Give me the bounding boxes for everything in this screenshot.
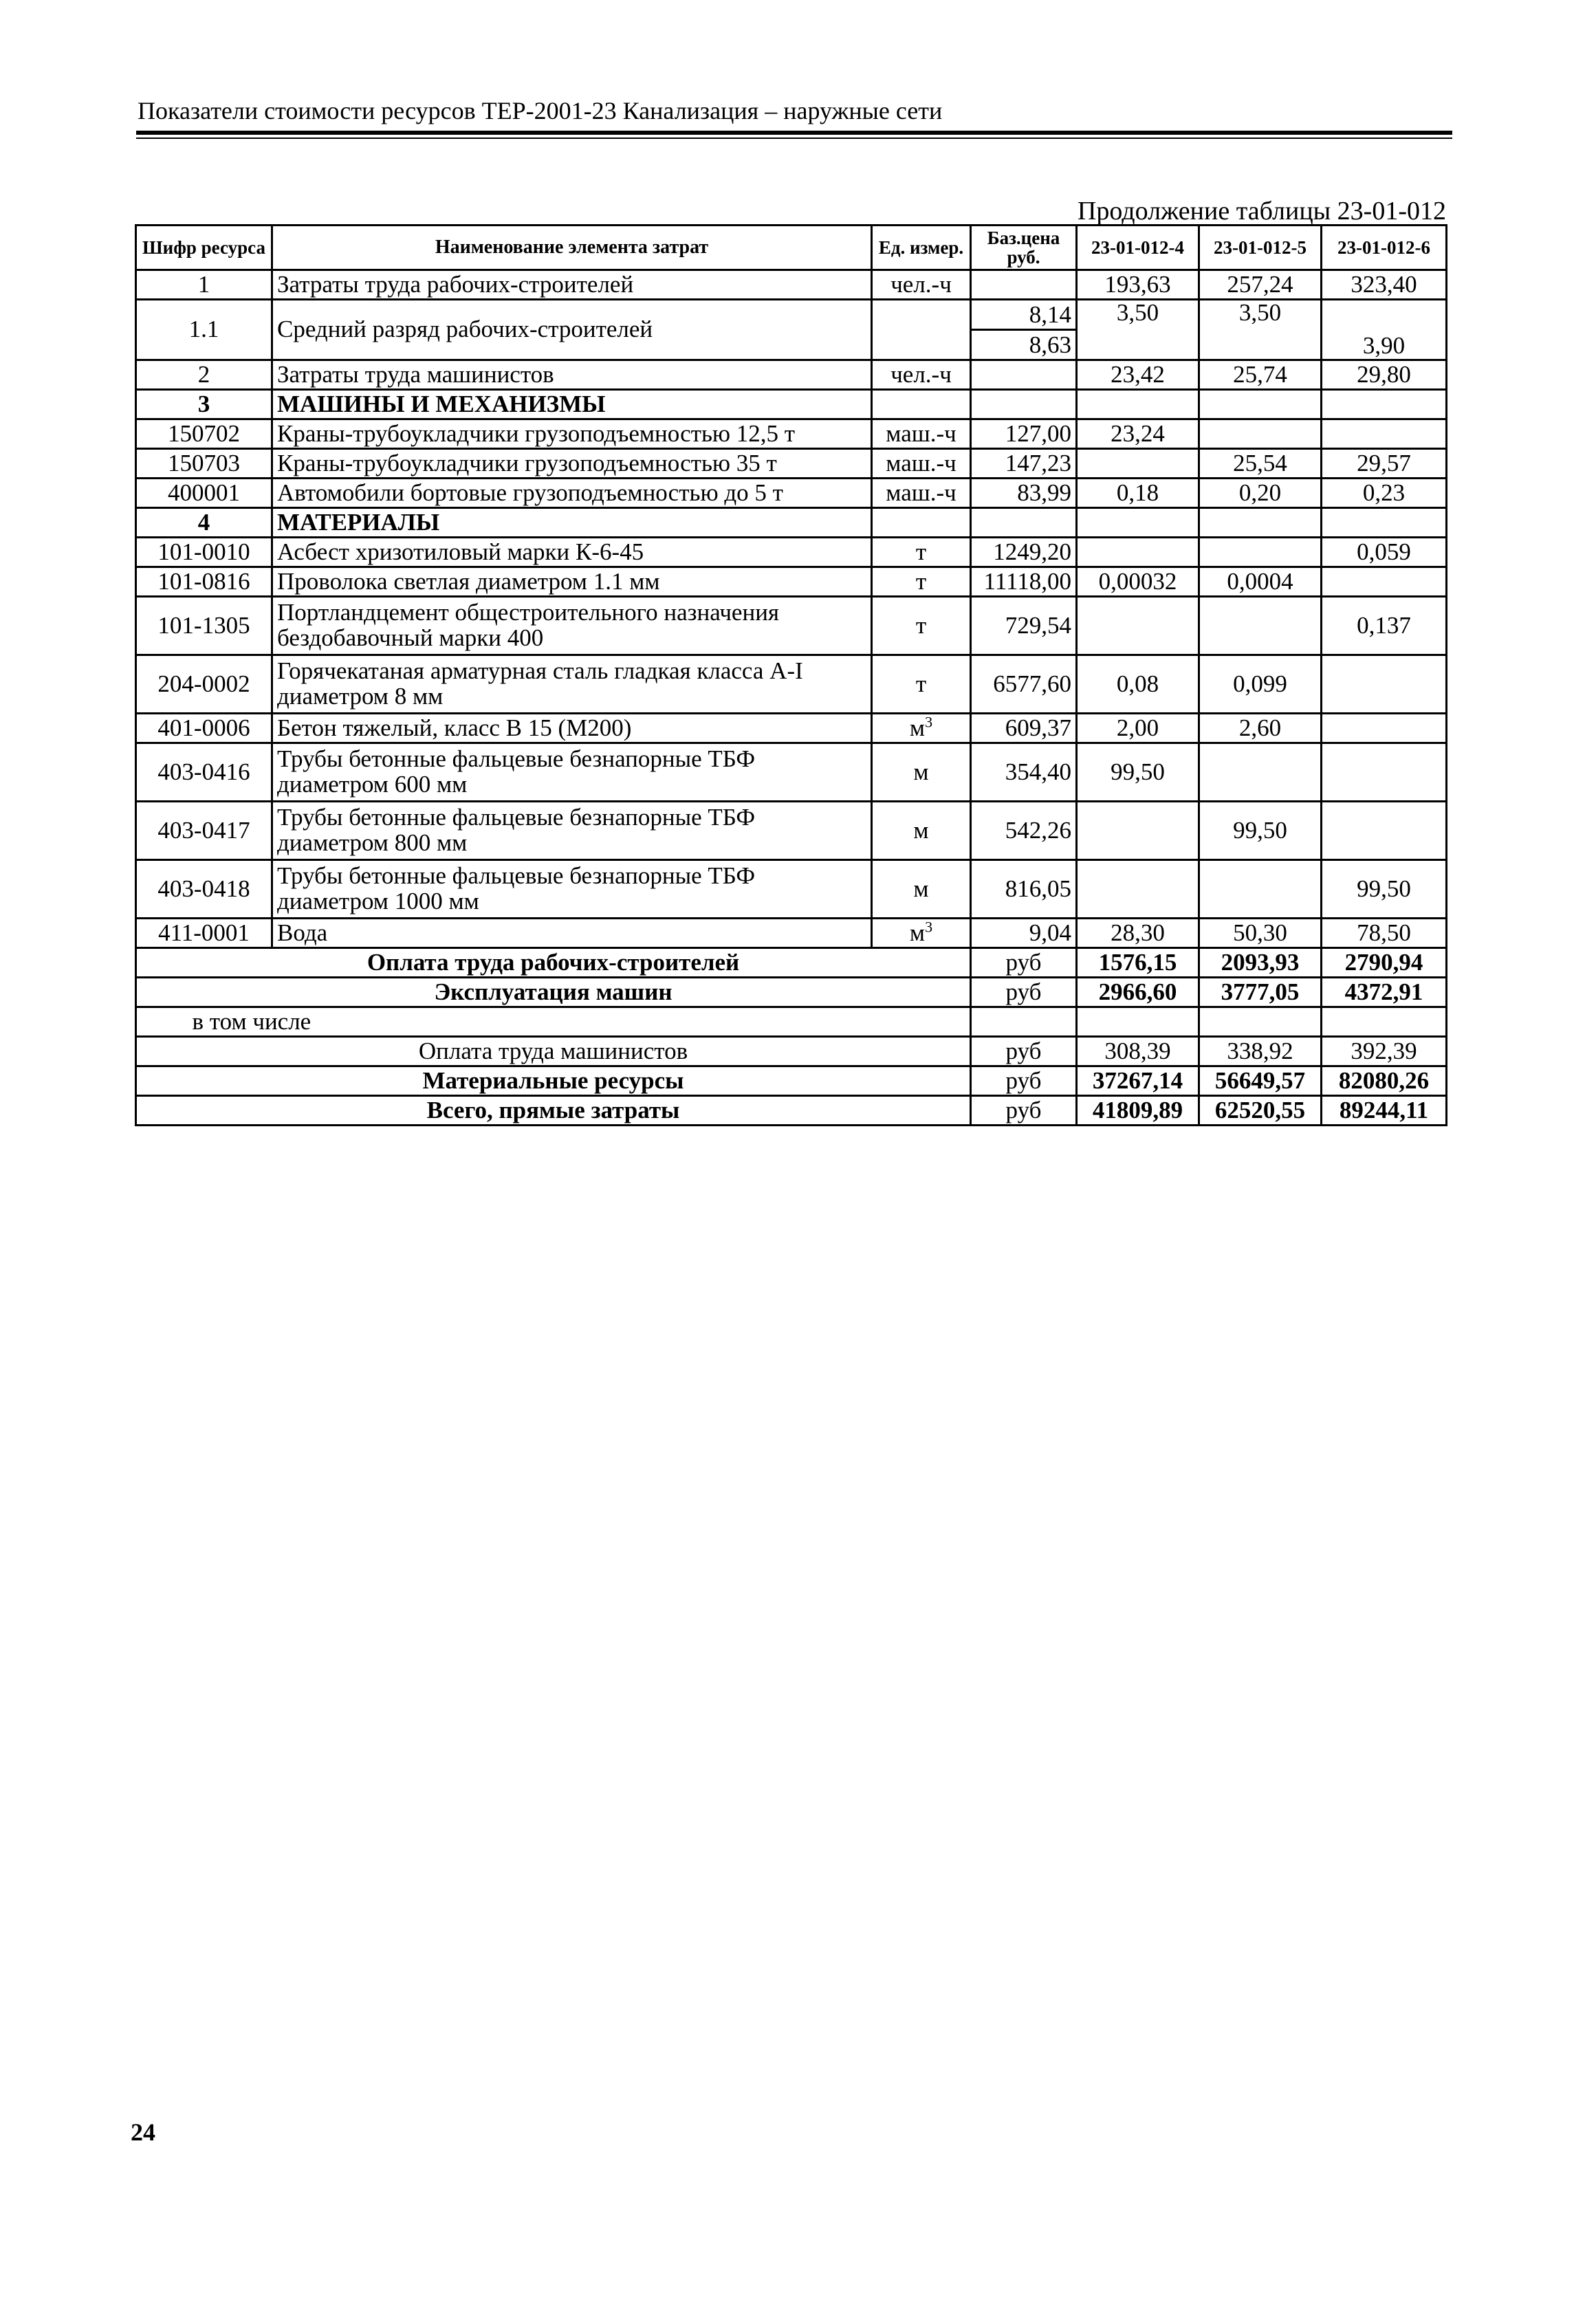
cell-value-6	[1322, 419, 1447, 449]
cell-name: Затраты труда рабочих-строителей	[272, 270, 872, 300]
header-rule	[136, 131, 1452, 135]
table-row	[136, 802, 1447, 860]
table-row	[136, 655, 1447, 714]
summary-value-4: 2966,60	[1077, 978, 1199, 1007]
cell-name	[272, 655, 872, 714]
cell-name-line-1: Трубы бетонные фальцевые безнапорные ТБФ	[277, 804, 756, 831]
cell-value-4	[1077, 508, 1199, 538]
cell-price: 9,04	[971, 919, 1077, 948]
cell-code: 3	[136, 390, 272, 419]
cell-name: Краны-трубоукладчики грузоподъемностью 35 т	[272, 449, 872, 479]
unit-superscript: 3	[925, 713, 933, 730]
cell-value-6	[1322, 714, 1447, 743]
cell-value-4	[1077, 802, 1199, 860]
col-header-code: Шифр ресурса	[136, 226, 272, 270]
cell-value-4: 0,08	[1077, 655, 1199, 714]
table-row	[136, 419, 1447, 449]
summary-label-text: Оплата труда машинистов	[418, 1037, 688, 1064]
cell-value-5: 2,60	[1199, 714, 1322, 743]
cell-name: Бетон тяжелый, класс В 15 (М200)	[272, 714, 872, 743]
summary-value-5: 338,92	[1199, 1037, 1322, 1066]
table-row	[136, 360, 1447, 390]
summary-label-text: Эксплуатация машин	[434, 978, 673, 1005]
cell-value-5: 25,74	[1199, 360, 1322, 390]
cell-unit	[872, 508, 971, 538]
cell-value-5: 0,20	[1199, 479, 1322, 508]
cell-code: 101-0816	[136, 567, 272, 597]
summary-label-text: Оплата труда рабочих-строителей	[367, 948, 740, 976]
cell-price: 609,37	[971, 714, 1077, 743]
cell-value-4: 23,42	[1077, 360, 1199, 390]
unit-base: м	[909, 714, 926, 741]
cell-name	[272, 743, 872, 802]
table-row	[136, 270, 1447, 300]
table-row	[136, 449, 1447, 479]
summary-value-6	[1322, 1007, 1447, 1037]
summary-value-4: 41809,89	[1077, 1096, 1199, 1126]
cell-name-line-1: Портландцемент общестроительного назначения	[277, 599, 780, 626]
cell-value-5	[1199, 390, 1322, 419]
table-header-row	[136, 226, 1447, 270]
summary-label	[136, 1066, 971, 1096]
cell-unit	[872, 919, 971, 948]
cell-unit	[872, 714, 971, 743]
cell-value-6: 78,50	[1322, 919, 1447, 948]
cell-unit	[872, 390, 971, 419]
summary-value-4: 1576,15	[1077, 948, 1199, 978]
cell-value-6	[1322, 508, 1447, 538]
summary-value-5	[1199, 1007, 1322, 1037]
table-row	[136, 567, 1447, 597]
cell-name: Автомобили бортовые грузоподъемностью до 5 т	[272, 479, 872, 508]
cell-code: 403-0416	[136, 743, 272, 802]
cell-code: 204-0002	[136, 655, 272, 714]
unit-base: м	[909, 919, 926, 946]
summary-value-6: 89244,11	[1322, 1096, 1447, 1126]
table-row	[136, 743, 1447, 802]
summary-row	[136, 1007, 1447, 1037]
cell-unit	[872, 300, 971, 360]
col-header-23-01-012-6: 23-01-012-6	[1322, 226, 1447, 270]
summary-value-6: 82080,26	[1322, 1066, 1447, 1096]
cell-unit: м	[872, 802, 971, 860]
cell-value-6	[1322, 743, 1447, 802]
cell-value-4	[1077, 597, 1199, 655]
col-header-23-01-012-5: 23-01-012-5	[1199, 226, 1322, 270]
cell-price-upper: 8,14	[1029, 301, 1071, 328]
cell-name-line-2: диаметром 800 мм	[277, 829, 468, 856]
cell-price: 147,23	[971, 449, 1077, 479]
summary-value-4	[1077, 1007, 1199, 1037]
cell-value-6: 0,137	[1322, 597, 1447, 655]
cell-value-6: 99,50	[1322, 860, 1447, 919]
cell-code: 400001	[136, 479, 272, 508]
cell-price: 83,99	[971, 479, 1077, 508]
cell-value-6: 0,23	[1322, 479, 1447, 508]
cell-code: 1	[136, 270, 272, 300]
summary-value-5: 62520,55	[1199, 1096, 1322, 1126]
cell-name	[272, 597, 872, 655]
cell-price: 729,54	[971, 597, 1077, 655]
cell-unit: маш.-ч	[872, 479, 971, 508]
summary-unit	[971, 1007, 1077, 1037]
cell-value-6: 0,059	[1322, 538, 1447, 567]
cell-price: 11118,00	[971, 567, 1077, 597]
summary-value-6: 392,39	[1322, 1037, 1447, 1066]
cell-price: 542,26	[971, 802, 1077, 860]
col-header-price: Баз.цена руб.	[971, 226, 1077, 270]
section-title: МАТЕРИАЛЫ	[272, 508, 872, 538]
section-row	[136, 390, 1447, 419]
cell-code: 1.1	[136, 300, 272, 360]
cell-name: Средний разряд рабочих-строителей	[272, 300, 872, 360]
summary-label	[136, 1007, 971, 1037]
cell-name-line-2: диаметром 600 мм	[277, 771, 468, 798]
unit-superscript: 3	[925, 918, 933, 935]
cell-name-line-1: Трубы бетонные фальцевые безнапорные ТБФ	[277, 862, 756, 890]
cell-value-5: 0,099	[1199, 655, 1322, 714]
summary-label-text: Материальные ресурсы	[422, 1066, 684, 1094]
summary-unit: руб	[971, 1096, 1077, 1126]
cell-value-4: 2,00	[1077, 714, 1199, 743]
summary-label	[136, 948, 971, 978]
cell-price: 1249,20	[971, 538, 1077, 567]
summary-unit: руб	[971, 978, 1077, 1007]
cell-value-4: 99,50	[1077, 743, 1199, 802]
cell-value-5	[1199, 419, 1322, 449]
cell-name-line-1: Трубы бетонные фальцевые безнапорные ТБФ	[277, 745, 756, 773]
summary-unit: руб	[971, 1066, 1077, 1096]
summary-row	[136, 948, 1447, 978]
cell-value-5	[1199, 538, 1322, 567]
cell-value-4: 0,18	[1077, 479, 1199, 508]
summary-value-6: 2790,94	[1322, 948, 1447, 978]
summary-row	[136, 1037, 1447, 1066]
cell-value-5: 25,54	[1199, 449, 1322, 479]
cell-value-5: 99,50	[1199, 802, 1322, 860]
summary-label	[136, 1037, 971, 1066]
cell-value-4: 28,30	[1077, 919, 1199, 948]
cell-value-6	[1322, 802, 1447, 860]
summary-value-5: 56649,57	[1199, 1066, 1322, 1096]
summary-value-6: 4372,91	[1322, 978, 1447, 1007]
table-continuation-note: Продолжение таблицы 23-01-012	[1077, 197, 1446, 226]
header-rule-thin	[136, 138, 1452, 139]
cell-value-4: 23,24	[1077, 419, 1199, 449]
table-row	[136, 479, 1447, 508]
cell-value-5	[1199, 597, 1322, 655]
cell-price: 816,05	[971, 860, 1077, 919]
cell-code: 2	[136, 360, 272, 390]
cell-value-5	[1199, 860, 1322, 919]
cell-unit: чел.-ч	[872, 360, 971, 390]
cell-value-6: 29,57	[1322, 449, 1447, 479]
summary-value-5: 2093,93	[1199, 948, 1322, 978]
table-row	[136, 919, 1447, 948]
summary-unit: руб	[971, 1037, 1077, 1066]
cell-value-5	[1199, 508, 1322, 538]
col-header-23-01-012-4: 23-01-012-4	[1077, 226, 1199, 270]
cell-name-line-2: диаметром 8 мм	[277, 683, 444, 710]
cell-name: Краны-трубоукладчики грузоподъемностью 12,5 т	[272, 419, 872, 449]
cell-code: 101-0010	[136, 538, 272, 567]
cell-unit: т	[872, 538, 971, 567]
cell-price-lower: 8,63	[972, 329, 1075, 359]
summary-value-4: 308,39	[1077, 1037, 1199, 1066]
cell-value-5	[1199, 743, 1322, 802]
cell-value-5: 0,0004	[1199, 567, 1322, 597]
cell-code: 411-0001	[136, 919, 272, 948]
cell-name	[272, 860, 872, 919]
cell-price	[971, 360, 1077, 390]
cell-unit: маш.-ч	[872, 419, 971, 449]
cell-value-4	[1077, 449, 1199, 479]
summary-label	[136, 1096, 971, 1126]
cell-unit: маш.-ч	[872, 449, 971, 479]
table-row	[136, 714, 1447, 743]
resource-cost-table	[135, 224, 1447, 1126]
cell-value-6	[1322, 567, 1447, 597]
summary-value-5: 3777,05	[1199, 978, 1322, 1007]
cell-price: 354,40	[971, 743, 1077, 802]
col-header-name: Наименование элемента затрат	[272, 226, 872, 270]
summary-row	[136, 1096, 1447, 1126]
summary-unit: руб	[971, 948, 1077, 978]
cell-unit: т	[872, 567, 971, 597]
cell-price	[971, 390, 1077, 419]
cell-value-5: 3,50	[1199, 300, 1322, 360]
cell-value-4	[1077, 538, 1199, 567]
summary-label	[136, 978, 971, 1007]
cell-name-line-1: Горячекатаная арматурная сталь гладкая класса А-I	[277, 657, 803, 685]
cell-code: 150703	[136, 449, 272, 479]
cell-price	[971, 270, 1077, 300]
cell-name: Вода	[272, 919, 872, 948]
cell-name	[272, 802, 872, 860]
cell-price-split	[971, 300, 1077, 360]
cell-value-4	[1077, 390, 1199, 419]
cell-unit: м	[872, 743, 971, 802]
section-title: МАШИНЫ И МЕХАНИЗМЫ	[272, 390, 872, 419]
cell-code: 403-0418	[136, 860, 272, 919]
cell-value-6: 3,90	[1322, 300, 1447, 360]
cell-value-5: 50,30	[1199, 919, 1322, 948]
table-row	[136, 538, 1447, 567]
cell-price: 127,00	[971, 419, 1077, 449]
cell-name: Затраты труда машинистов	[272, 360, 872, 390]
cell-unit: т	[872, 597, 971, 655]
cell-unit: т	[872, 655, 971, 714]
cell-value-4: 0,00032	[1077, 567, 1199, 597]
summary-row	[136, 1066, 1447, 1096]
page-number: 24	[131, 2118, 155, 2146]
cell-unit: чел.-ч	[872, 270, 971, 300]
summary-row	[136, 978, 1447, 1007]
cell-name-line-2: диаметром 1000 мм	[277, 888, 479, 914]
section-row	[136, 508, 1447, 538]
cell-code: 401-0006	[136, 714, 272, 743]
cell-value-6: 29,80	[1322, 360, 1447, 390]
cell-name: Проволока светлая диаметром 1.1 мм	[272, 567, 872, 597]
cell-value-6	[1322, 655, 1447, 714]
page-header-title: Показатели стоимости ресурсов ТЕР-2001-23 Канализация – наружные сети	[138, 97, 943, 124]
cell-code: 150702	[136, 419, 272, 449]
table-row	[136, 300, 1447, 360]
cell-value-4	[1077, 860, 1199, 919]
cell-price	[971, 508, 1077, 538]
summary-label-text: в том числе	[192, 1007, 311, 1035]
cell-code: 4	[136, 508, 272, 538]
summary-label-text: Всего, прямые затраты	[426, 1096, 680, 1123]
cell-name: Асбест хризотиловый марки К-6-45	[272, 538, 872, 567]
cell-value-6	[1322, 390, 1447, 419]
table-row	[136, 597, 1447, 655]
summary-value-4: 37267,14	[1077, 1066, 1199, 1096]
col-header-unit: Ед. измер.	[872, 226, 971, 270]
cell-code: 403-0417	[136, 802, 272, 860]
cell-name-line-2: бездобавочный марки 400	[277, 624, 544, 651]
cell-price: 6577,60	[971, 655, 1077, 714]
cell-value-4: 193,63	[1077, 270, 1199, 300]
table-row	[136, 860, 1447, 919]
cell-value-6: 323,40	[1322, 270, 1447, 300]
cell-value-5: 257,24	[1199, 270, 1322, 300]
cell-unit: м	[872, 860, 971, 919]
cell-value-4: 3,50	[1077, 300, 1199, 360]
cell-code: 101-1305	[136, 597, 272, 655]
